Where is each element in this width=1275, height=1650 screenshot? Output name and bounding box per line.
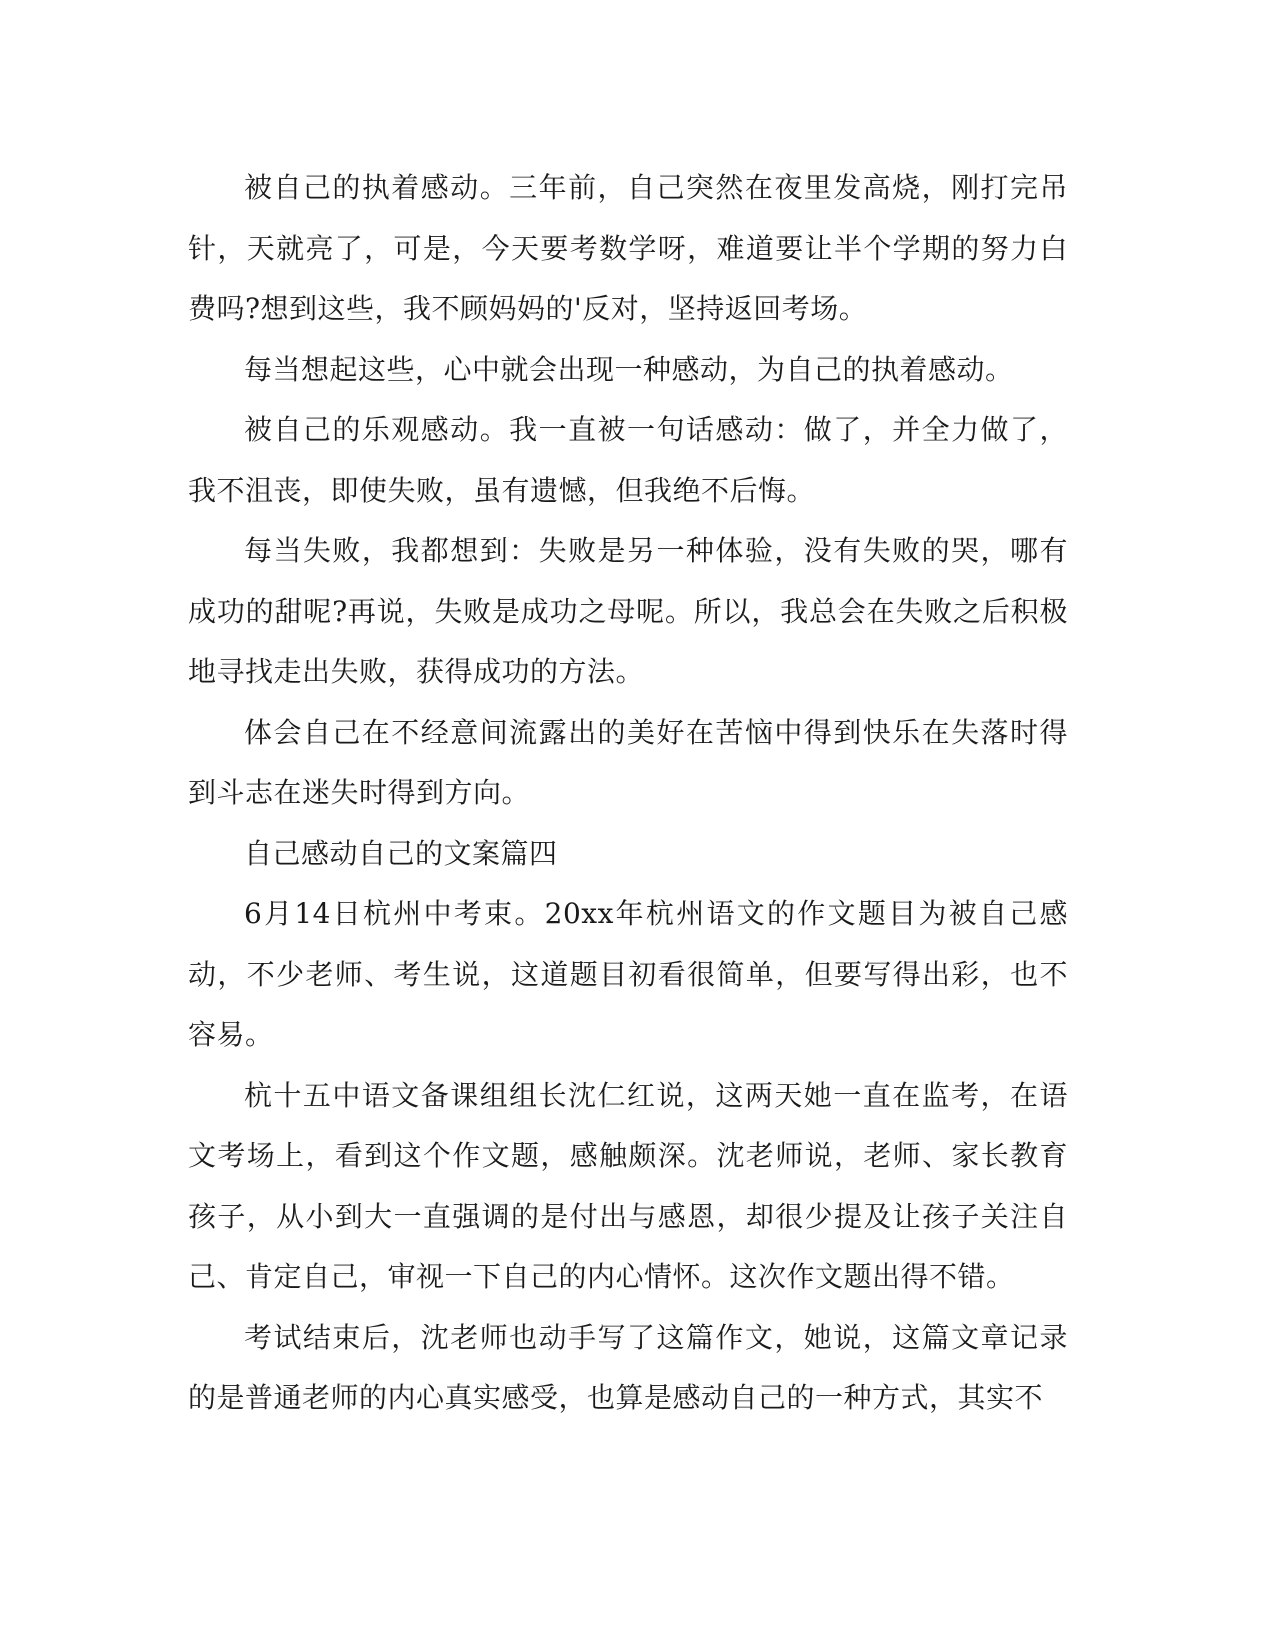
paragraph: 被自己的执着感动。三年前，自己突然在夜里发高烧，刚打完吊针，天就亮了，可是，今天要考数学呀，难道要让半个学期的努力白费吗?想到这些，我不顾妈妈的'反对，坚持返回考场。 <box>188 171 1068 325</box>
paragraph: 每当想起这些，心中就会出现一种感动，为自己的执着感动。 <box>244 352 1014 386</box>
paragraph: 被自己的乐观感动。我一直被一句话感动：做了，并全力做了，我不沮丧，即使失败，虽有遗憾，但我绝不后悔。 <box>188 413 1068 507</box>
paragraph: 6月14日杭州中考束。20xx年杭州语文的作文题目为被自己感动，不少老师、考生说，这道题目初看很简单，但要写得出彩，也不容易。 <box>188 897 1068 1051</box>
paragraph: 杭十五中语文备课组组长沈仁红说，这两天她一直在监考，在语文考场上，看到这个作文题，感触颇深。沈老师说，老师、家长教育孩子，从小到大一直强调的是付出与感恩，却很少提及让孩子关注自己、肯定自己，审视一下自己的内心情怀。这次作文题出得不错。 <box>188 1078 1068 1293</box>
document-body <box>188 158 1068 1429</box>
paragraph: 体会自己在不经意间流露出的美好在苦恼中得到快乐在失落时得到斗志在迷失时得到方向。 <box>188 715 1068 809</box>
section-heading: 自己感动自己的文案篇四 <box>244 836 558 870</box>
paragraph: 每当失败，我都想到：失败是另一种体验，没有失败的哭，哪有成功的甜呢?再说，失败是成功之母呢。所以，我总会在失败之后积极地寻找走出失败，获得成功的方法。 <box>188 534 1068 688</box>
paragraph: 考试结束后，沈老师也动手写了这篇作文，她说，这篇文章记录的是普通老师的内心真实感受，也算是感动自己的一种方式，其实不 <box>188 1320 1068 1414</box>
